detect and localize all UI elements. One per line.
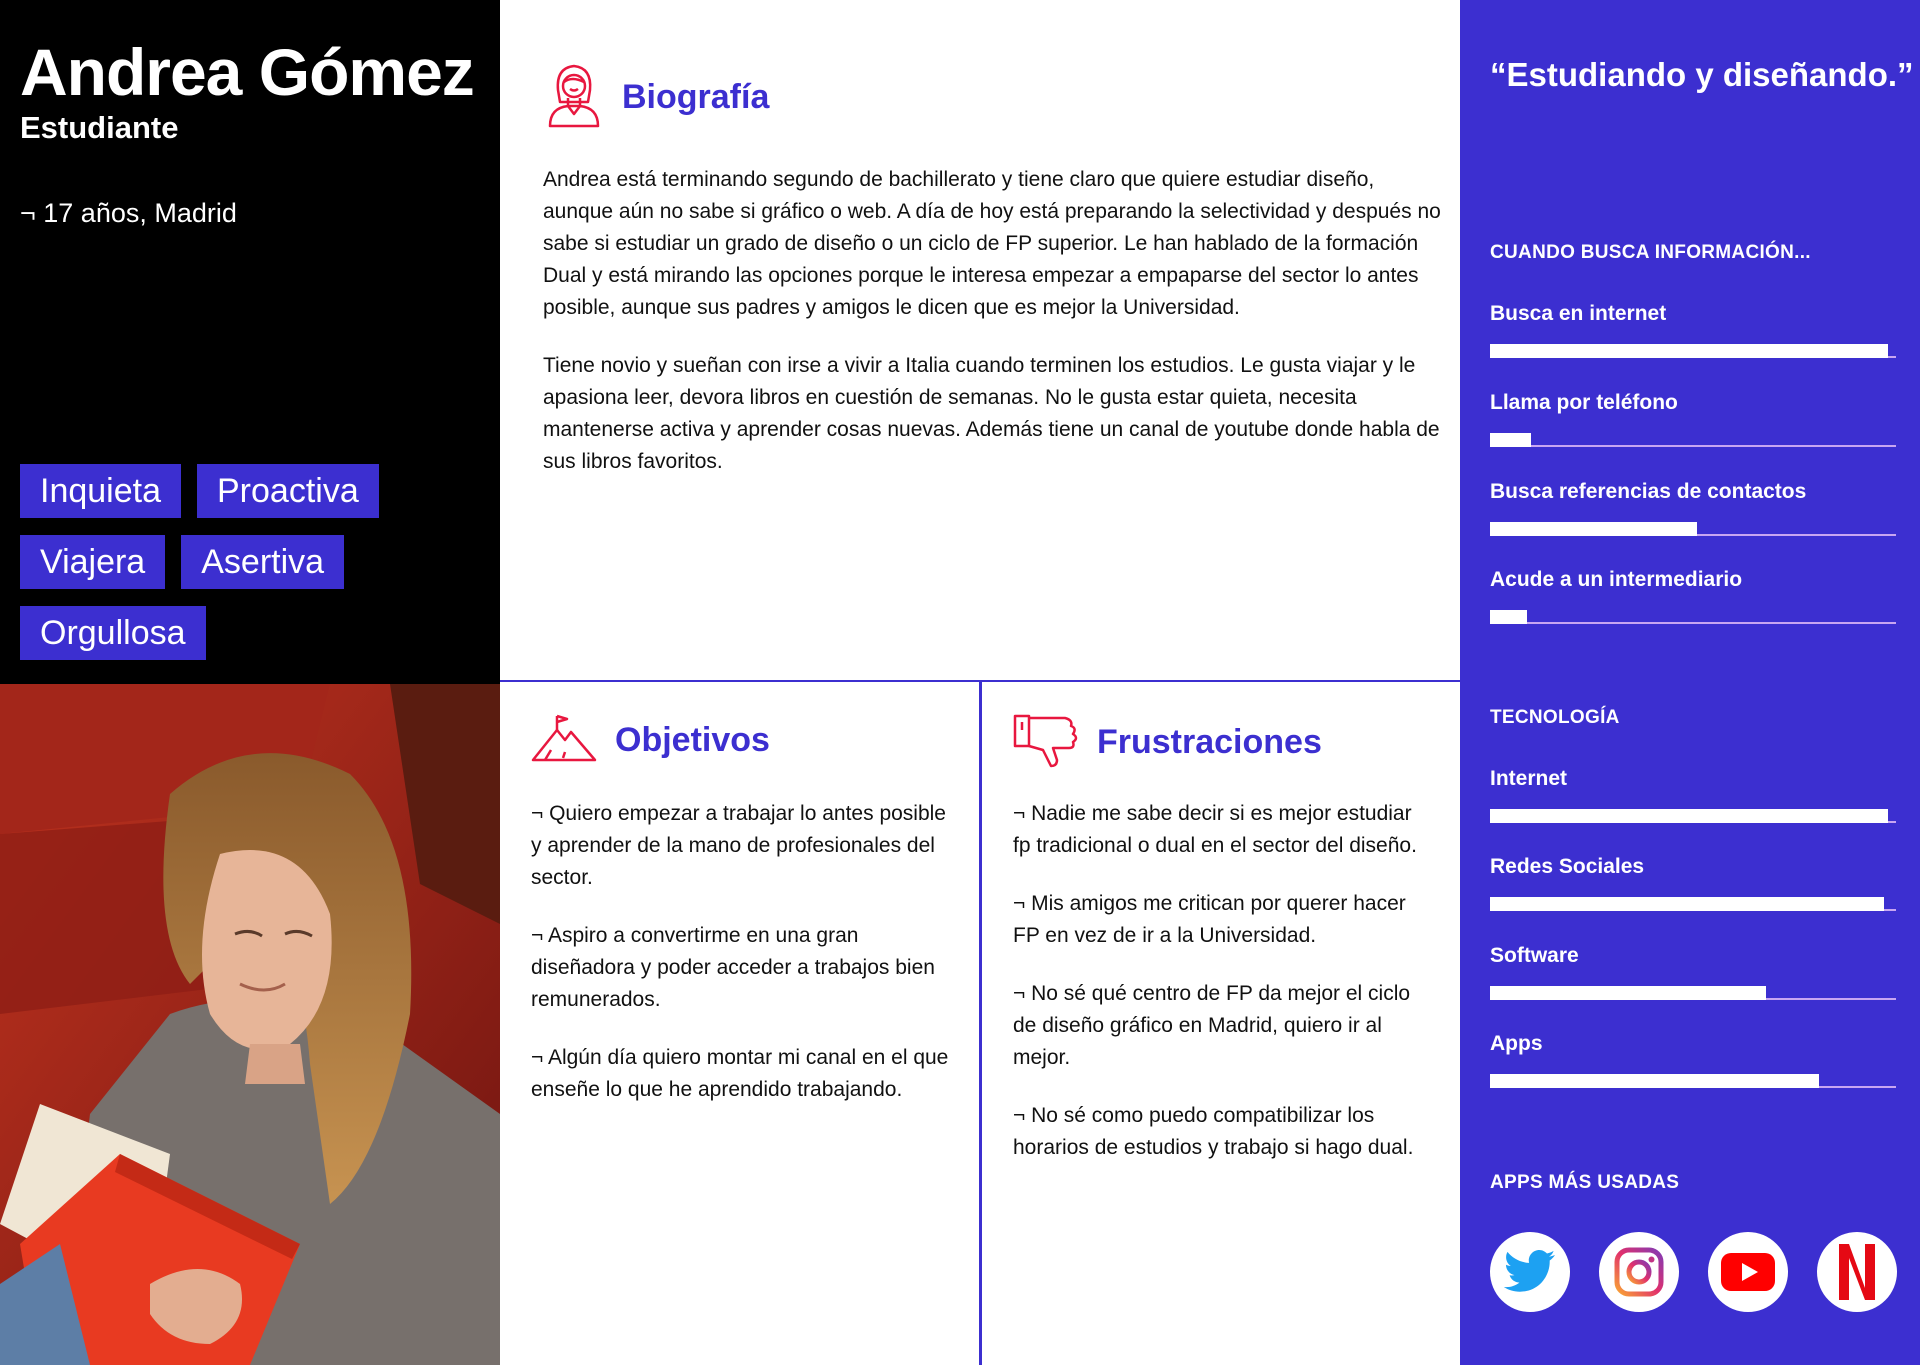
technology-heading: TECNOLOGÍA [1490,707,1620,728]
metric-label: Internet [1490,767,1568,790]
side-panel [1460,0,1920,1365]
instagram-icon[interactable] [1599,1232,1679,1312]
persona-age-location: ¬ 17 años, Madrid [20,198,237,228]
progress-fill [1490,1074,1819,1088]
apps-heading: APPS MÁS USADAS [1490,1172,1680,1193]
progress-fill [1490,897,1884,911]
metric-apps [1490,1032,1896,1088]
biography-section [500,0,1460,680]
objective-item: ¬ Aspiro a convertirme en una gran diseñadora y poder acceder a trabajos bien remunerados. [531,924,935,1011]
user-profile-icon [544,62,604,133]
progress-bar [1490,522,1896,536]
biography-paragraph: Andrea está terminando segundo de bachillerato y tiene claro que quiere estudiar diseño, aunque aún no sabe si gráfico o web. A día de hoy está preparando la selectividad y después no sabe si estudiar un grado de diseño o un ciclo de FP superior. Le han hablado de la formación Dual y está mirando las opciones porque le interesa empezar a empaparse del sector lo antes posible, aunque sus padres y amigos le dicen que es mejor la Universidad. [543,168,1441,319]
progress-fill [1490,344,1888,358]
mountain-flag-icon [531,712,597,769]
frustration-item: ¬ No sé qué centro de FP da mejor el ciclo de diseño gráfico en Madrid, quiero ir al mejor. [1013,982,1411,1069]
apps-list [1490,1232,1897,1312]
metric-internet [1490,767,1896,823]
tag-proactiva[interactable]: Proactiva [197,464,379,518]
metric-intermediario [1490,568,1896,624]
objective-item: ¬ Quiero empezar a trabajar lo antes posible y aprender de la mano de profesionales del sector. [531,802,946,889]
objectives-section [500,682,979,1365]
netflix-icon[interactable] [1817,1232,1897,1312]
biography-paragraph: Tiene novio y sueñan con irse a vivir a Italia cuando terminen los estudios. Le gusta viajar y le apasiona leer, devora libros en cuestión de semanas. No le gusta estar quieta, necesita mantenerse activa y aprender cosas nuevas. Además tiene un canal de youtube donde habla de sus libros favoritos. [543,354,1440,473]
metric-label: Llama por teléfono [1490,391,1678,414]
youtube-icon[interactable] [1708,1232,1788,1312]
metric-busca-internet [1490,302,1896,358]
progress-fill [1490,986,1766,1000]
biography-header [544,62,769,133]
progress-bar [1490,986,1896,1000]
metric-label: Redes Sociales [1490,855,1645,878]
metric-label: Busca referencias de contactos [1490,480,1807,503]
progress-bar [1490,897,1896,911]
tag-orgullosa[interactable]: Orgullosa [20,606,206,660]
objective-item: ¬ Algún día quiero montar mi canal en el que enseñe lo que he aprendido trabajando. [531,1046,949,1101]
progress-bar [1490,433,1896,447]
tag-asertiva[interactable]: Asertiva [181,535,344,589]
frustration-item: ¬ Mis amigos me critican por querer hacer FP en vez de ir a la Universidad. [1013,892,1406,947]
progress-bar [1490,809,1896,823]
metric-software [1490,944,1896,1000]
progress-fill [1490,809,1888,823]
metric-referencias-contactos [1490,480,1896,536]
frustrations-title: Frustraciones [1097,723,1322,761]
frustrations-header [1013,712,1322,773]
metric-label: Busca en internet [1490,302,1667,325]
objectives-list [531,798,951,1132]
objectives-title: Objetivos [615,721,770,759]
biography-title: Biografía [622,78,770,116]
progress-bar [1490,610,1896,624]
frustrations-list [1013,798,1433,1190]
twitter-icon[interactable] [1490,1232,1570,1312]
metric-llama-telefono [1490,391,1896,447]
progress-fill [1490,610,1527,624]
info-seeking-heading: CUANDO BUSCA INFORMACIÓN... [1490,242,1811,263]
progress-fill [1490,522,1697,536]
metric-label: Apps [1490,1032,1543,1055]
personality-tags [20,464,480,677]
persona-quote: “Estudiando y diseñando.” [1490,56,1914,93]
persona-role: Estudiante [20,110,179,145]
tag-viajera[interactable]: Viajera [20,535,165,589]
frustration-item: ¬ Nadie me sabe decir si es mejor estudiar fp tradicional o dual en el sector del diseño. [1013,802,1417,857]
biography-text [543,164,1448,504]
persona-photo [0,684,500,1365]
tag-inquieta[interactable]: Inquieta [20,464,181,518]
frustrations-section [982,682,1460,1365]
thumbs-down-icon [1013,712,1079,773]
persona-name: Andrea Gómez [20,35,474,109]
objectives-header [531,712,770,769]
frustration-item: ¬ No sé como puedo compatibilizar los horarios de estudios y trabajo si hago dual. [1013,1104,1414,1159]
girl-reading-illustration [0,684,500,1365]
profile-card [0,0,500,684]
progress-bar [1490,344,1896,358]
metric-label: Acude a un intermediario [1490,568,1743,591]
metric-redes-sociales [1490,855,1896,911]
progress-bar [1490,1074,1896,1088]
metric-label: Software [1490,944,1579,967]
progress-fill [1490,433,1531,447]
